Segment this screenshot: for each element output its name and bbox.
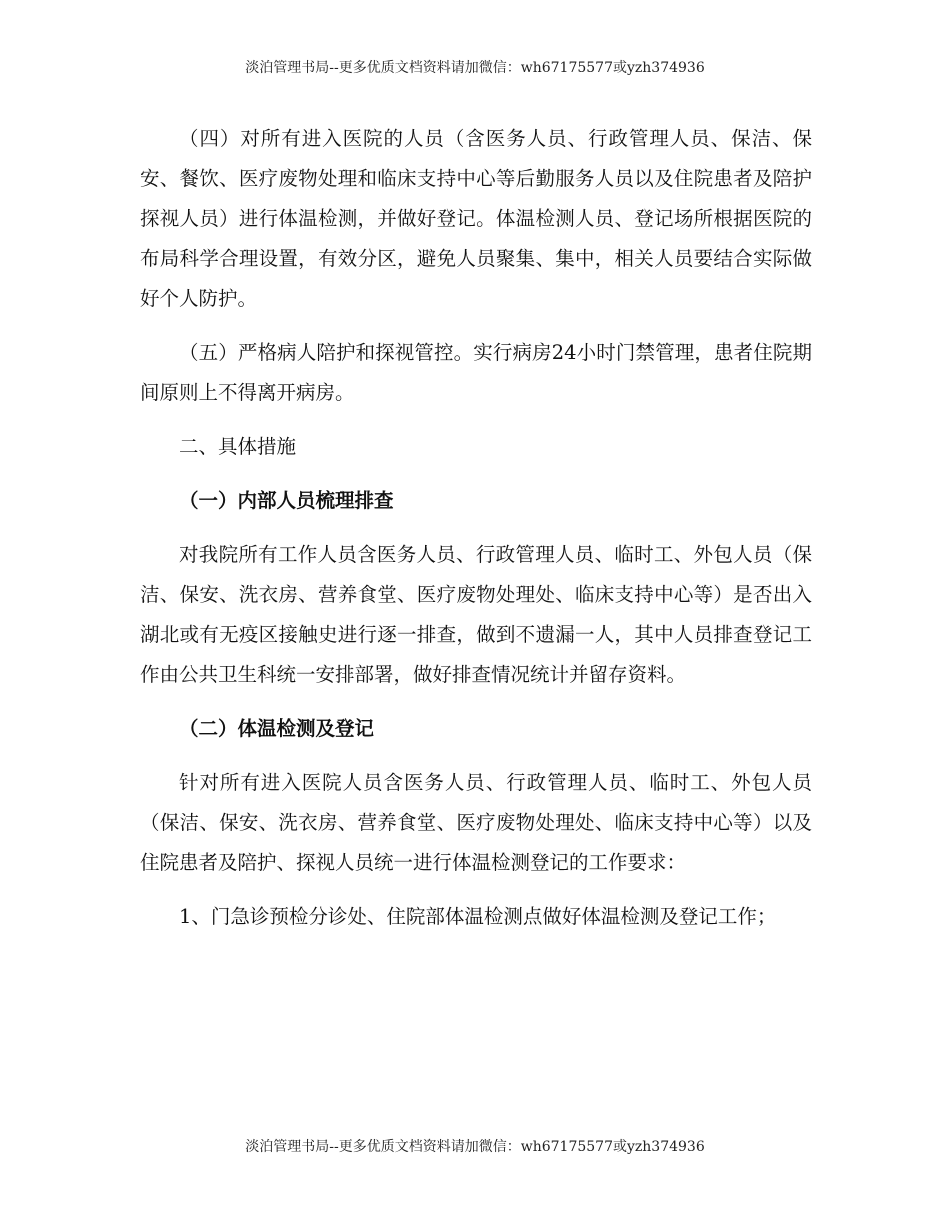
page-header-watermark: 淡泊管理书局--更多优质文档资料请加微信：wh67175577或yzh374936 [245, 60, 705, 76]
subheading-internal-screening: （一）内部人员梳理排查 [179, 489, 394, 512]
document-body [140, 119, 812, 951]
subheading-temperature-check: （二）体温检测及登记 [179, 717, 375, 740]
paragraph-item-1: 1、门急诊预检分诊处、住院部体温检测点做好体温检测及登记工作； [179, 905, 777, 928]
section-heading-measures: 二、具体措施 [179, 435, 297, 458]
paragraph-internal-screening: 对我院所有工作人员含医务人员、行政管理人员、临时工、外包人员（保洁、保安、洗衣房、营养食堂、医疗废物处理处、临床支持中心等）是否出入湖北或有无疫区接触史进行逐一排查，做到不遗漏一人，其中人员排查登记工作由公共卫生科统一安排部署，做好排查情况统计并留存资料。 [140, 543, 812, 686]
page-footer-watermark: 淡泊管理书局--更多优质文档资料请加微信：wh67175577或yzh374936 [245, 1139, 705, 1155]
paragraph-item-5: （五）严格病人陪护和探视管控。实行病房24小时门禁管理，患者住院期间原则上不得离开病房。 [140, 341, 812, 404]
paragraph-item-4: （四）对所有进入医院的人员（含医务人员、行政管理人员、保洁、保安、餐饮、医疗废物处理和临床支持中心等后勤服务人员以及住院患者及陪护探视人员）进行体温检测，并做好登记。体温检测人员、登记场所根据医院的布局科学合理设置，有效分区，避免人员聚集、集中，相关人员要结合实际做好个人防护。 [140, 127, 812, 310]
paragraph-temperature-check: 针对所有进入医院人员含医务人员、行政管理人员、临时工、外包人员（保洁、保安、洗衣房、营养食堂、医疗废物处理处、临床支持中心等）以及住院患者及陪护、探视人员统一进行体温检测登记的工作要求： [140, 771, 812, 874]
